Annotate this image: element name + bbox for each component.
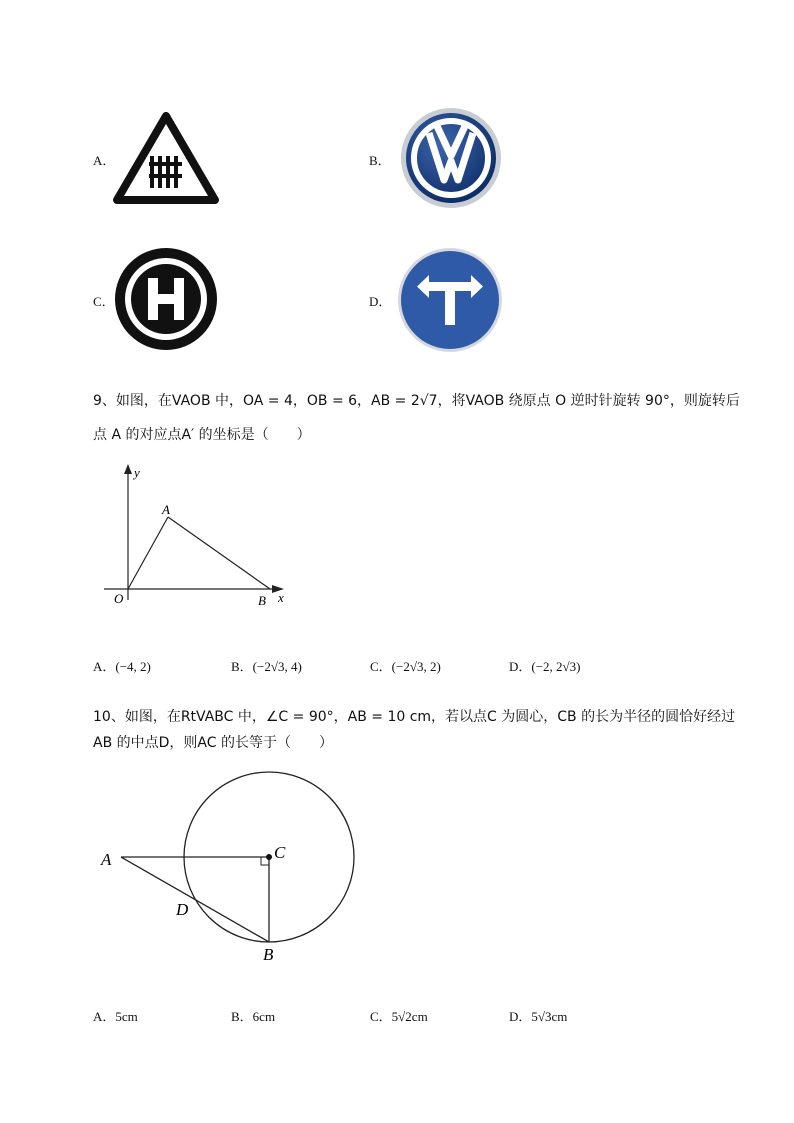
q9-text-line-1: 9、如图，在VAOB 中，OA = 4，OB = 6，AB = 2√7，将VAOB 绕原点 O 逆时针旋转 90°，则旋转后 xyxy=(93,393,740,409)
q9-option-b xyxy=(231,656,302,675)
q9-text-line-2: 点 A 的对应点A′ 的坐标是（ ） xyxy=(93,427,311,443)
segment-ab xyxy=(168,517,270,589)
q10-option-c xyxy=(370,1006,428,1025)
center-point-c xyxy=(266,854,272,860)
q8-option-d-letter: D． xyxy=(369,294,392,309)
helipad-h-icon xyxy=(114,247,218,351)
q9-option-a xyxy=(93,656,151,675)
q8-option-b-letter: B． xyxy=(369,153,391,168)
q8-option-a-letter: A． xyxy=(93,153,116,168)
q9-option-c xyxy=(370,656,441,675)
option-letter: A． xyxy=(93,659,116,674)
point-b-label: B xyxy=(263,945,274,964)
origin-label: O xyxy=(114,591,124,606)
option-value: 5√3cm xyxy=(531,1009,568,1024)
point-c-label: C xyxy=(274,843,286,862)
option-value: 5√2cm xyxy=(391,1009,428,1024)
q9-option-d xyxy=(509,656,581,675)
volkswagen-logo-icon xyxy=(399,106,503,210)
y-axis-label: y xyxy=(134,465,140,480)
option-letter: B． xyxy=(231,1009,253,1024)
option-value: (−4, 2) xyxy=(115,659,151,674)
q9-coordinate-figure xyxy=(96,460,296,610)
point-d-label: D xyxy=(176,900,189,919)
railway-crossing-warning-icon xyxy=(113,112,219,206)
option-letter: C． xyxy=(370,659,392,674)
point-a-label: A xyxy=(101,850,112,869)
q10-text-line-2: AB 的中点D，则AC 的长等于（ ） xyxy=(93,735,333,751)
option-value: (−2, 2√3) xyxy=(531,659,581,674)
option-value: 6cm xyxy=(252,1009,276,1024)
q10-circle-figure xyxy=(96,770,366,970)
option-letter: B． xyxy=(231,659,253,674)
point-a-label: A xyxy=(162,502,170,517)
q10-text-line-1: 10、如图，在RtVABC 中，∠C = 90°，AB = 10 cm，若以点C 为圆心，CB 的长为半径的圆恰好经过 xyxy=(93,709,736,725)
option-value: (−2√3, 4) xyxy=(252,659,302,674)
turn-left-or-right-sign-icon xyxy=(397,247,503,353)
x-axis-label: x xyxy=(278,590,284,605)
option-letter: A． xyxy=(93,1009,116,1024)
option-letter: D． xyxy=(509,659,532,674)
q10-option-d xyxy=(509,1006,567,1025)
point-b-label: B xyxy=(258,593,266,608)
q8-option-c-letter: C． xyxy=(93,294,115,309)
option-letter: D． xyxy=(509,1009,532,1024)
q10-option-b xyxy=(231,1006,275,1025)
option-value: (−2√3, 2) xyxy=(391,659,441,674)
q10-option-a xyxy=(93,1006,138,1025)
option-letter: C． xyxy=(370,1009,392,1024)
segment-oa xyxy=(128,517,168,589)
option-value: 5cm xyxy=(115,1009,138,1024)
segment-ab xyxy=(121,857,269,942)
y-axis-arrow xyxy=(124,464,132,474)
